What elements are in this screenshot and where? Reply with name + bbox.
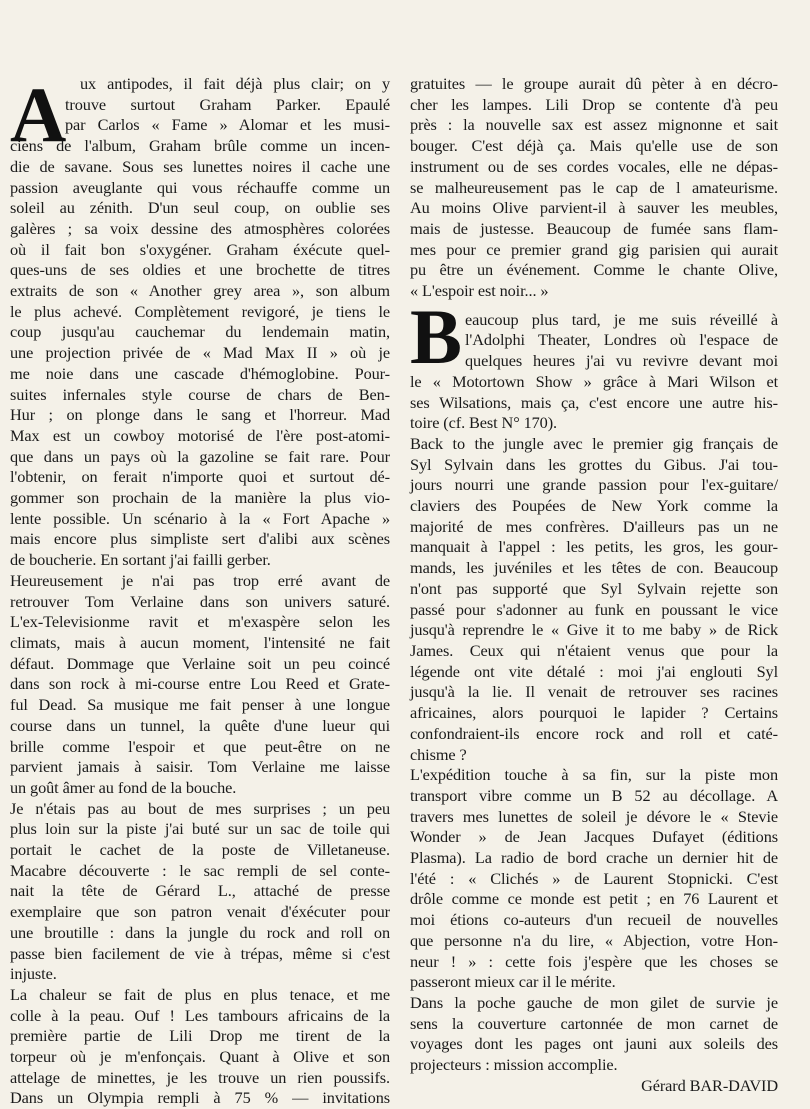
text-line: projecteurs : mission accomplie. — [410, 1055, 618, 1075]
left-column-text — [10, 71, 390, 1109]
dropcap-a: A — [10, 71, 67, 158]
text-line: La chaleur se fait de plus en plus tenace, et me — [10, 984, 390, 1004]
text-line: confondraient-ils encore rock and roll et caté- — [410, 723, 778, 743]
text-line: plus loin sur la piste j'ai buté sur un sac de toile qui — [10, 819, 390, 839]
text-line: exemplaire que son patron venait d'éxécuter pour — [10, 902, 390, 922]
text-line: James. Ceux qui n'étaient venus que pour la — [410, 640, 778, 660]
text-line: Hur ; on plonge dans le sang et l'horreur. Mad — [10, 405, 390, 425]
text-line: où il fait bon s'oxygéner. Graham éxécute quel- — [10, 239, 390, 259]
text-line: gommer son prochain de la manière la plus vio- — [10, 488, 390, 508]
signature: Gérard BAR-DAVID — [641, 1075, 778, 1095]
text-line: le plus achevé. Complètement revigoré, je tiens le — [10, 301, 390, 321]
text-line: passé pour s'adonner au funk en poussant le vice — [410, 599, 778, 619]
text-line: moi étions co-auteurs d'un recueil de nouvelles — [410, 910, 778, 930]
text-line: gratuites — le groupe aurait dû pèter à en décro- — [410, 74, 778, 93]
text-line: mais encore plus simpliste sert d'alibi aux scènes — [10, 529, 390, 549]
text-line: ux antipodes, il fait déjà plus clair; on y — [80, 74, 390, 93]
text-line: Wonder » de Jean Jacques Dufayet (éditions — [410, 827, 778, 847]
text-line: jusqu'à la lie. Il venait de retrouver ses racines — [410, 682, 778, 702]
text-line: passeront mieux car il le mérite. — [410, 972, 616, 992]
text-line: de boucherie. En sortant j'ai failli gerber. — [10, 550, 271, 570]
text-line: première partie de Lili Drop me tirent de la — [10, 1026, 390, 1046]
text-line: lente possible. Un scénario à la « Fort Apache » — [10, 508, 390, 528]
text-line: travers mes lunettes de soleil je dévore le « Stevie — [410, 806, 778, 826]
dropcap-b: B — [410, 293, 462, 380]
left-column — [10, 71, 390, 1109]
text-line: mands, les juvéniles et les têtes de con. Beaucoup — [410, 558, 778, 578]
right-column — [410, 74, 778, 1096]
text-line: pu être un événement. Comme le chante Olive, — [410, 260, 778, 280]
text-line: climats, mais à aucun moment, l'intensité ne fait — [10, 632, 390, 652]
text-line: près : la nouvelle sax est assez mignonne et sait — [410, 115, 778, 135]
text-line: que personne n'a du lire, « Abjection, votre Hon- — [410, 930, 778, 950]
text-line: neur ! » : cette fois j'espère que les choses se — [410, 951, 778, 971]
text-line: que dans un pays où la gazoline se fait rare. Pour — [10, 446, 390, 466]
text-line: Je n'étais pas au bout de mes surprises ; un peu — [10, 798, 390, 818]
text-line: L'ex-Televisionme ravit et m'exaspère selon les — [10, 612, 390, 632]
text-line: colle à la peau. Ouf ! Les tambours africains de la — [10, 1005, 390, 1025]
right-column-text-top — [410, 74, 778, 302]
text-line: Max est un cowboy motorisé de l'ère post-atomi- — [10, 425, 390, 445]
text-line: dans son rock à mi-course entre Lou Reed et Grate- — [10, 674, 390, 694]
text-line: passion aveuglante qui vous réchauffe comme un — [10, 177, 390, 197]
text-line: une broutille : dans la jungle du rock and roll on — [10, 922, 390, 942]
text-line: quelques heures j'ai vu revivre devant moi — [465, 351, 778, 371]
text-line: une projection privée de « Mad Max II » où je — [10, 343, 390, 363]
text-line: me noie dans une cascade d'hémoglobine. Pour- — [10, 363, 390, 383]
text-line: nait la tête de Gérard L., attaché de presse — [10, 881, 390, 901]
text-line: ses Wilsations, mais ça, c'est encore une autre his- — [410, 392, 778, 412]
right-column-text-bottom — [410, 310, 778, 1076]
text-line: coup jusqu'au cauchemar du lendemain matin, — [10, 322, 390, 342]
text-line: majorité de mes confrères. D'ailleurs pas un ne — [410, 516, 778, 536]
text-line: mes pour ce premier grand gig parisien qui aurait — [410, 239, 778, 259]
text-line: transport vibre comme un B 52 au décollage. A — [410, 785, 778, 805]
text-line: Back to the jungle avec le premier gig français de — [410, 433, 778, 453]
text-line: claviers des Poupées de New York comme la — [410, 496, 778, 516]
text-line: Macabre découverte : le sac rempli de sel conte- — [10, 860, 390, 880]
text-line: chisme ? — [410, 744, 467, 764]
text-line: galères ; sa voix dessine des atmosphères colorées — [10, 218, 390, 238]
text-line: cher les lampes. Lili Drop se contente d'à peu — [410, 94, 778, 114]
text-line: torpeur où je m'enfonçais. Quant à Olive et son — [10, 1047, 390, 1067]
text-line: légende ont vite détalé : moi j'ai englouti Syl — [410, 661, 778, 681]
text-line: « L'espoir est noir... » — [410, 281, 549, 301]
text-line: défaut. Dommage que Verlaine soit un peu coincé — [10, 653, 390, 673]
text-line: suites infernales style course de chars de Ben- — [10, 384, 390, 404]
text-line: jours nourri une grande passion pour l'ex-guitare/ — [410, 475, 778, 495]
text-line: l'obtenir, on ferait n'importe quoi et surtout dé- — [10, 467, 390, 487]
text-line: n'ont pas supporté que Syl Sylvain rejette son — [410, 578, 778, 598]
text-line: ful Dead. Sa musique me fait penser à une longue — [10, 695, 390, 715]
text-line: attelage de minettes, je les trouve un rien poussifs. — [10, 1067, 390, 1087]
text-line: Dans un Olympia rempli à 75 % — invitations — [10, 1088, 390, 1108]
text-line: parvient jamais à saisir. Tom Verlaine me laisse — [10, 757, 390, 777]
text-line: ques-uns de ses oldies et une brochette de titres — [10, 260, 390, 280]
text-line: l'été : « Clichés » de Laurent Stopnicki. C'est — [410, 868, 778, 888]
text-line: par Carlos « Fame » Alomar et les musi- — [65, 115, 390, 135]
text-line: bouger. C'est déjà ça. Mais qu'elle use de son — [410, 136, 778, 156]
text-line: soleil au zénith. D'un seul coup, on oublie ses — [10, 198, 390, 218]
text-line: l'Adolphi Theater, Londres où l'espace de — [465, 330, 778, 350]
text-line: Dans la poche gauche de mon gilet de survie je — [410, 992, 778, 1012]
text-line: Plasma). La radio de bord crache un dernier hit de — [410, 848, 778, 868]
text-line: Syl Sylvain dans les grottes du Gibus. J'ai tou- — [410, 454, 778, 474]
text-line: ciens de l'album, Graham brûle comme un incen- — [10, 136, 390, 156]
text-line: jusqu'à reprendre le « Give it to me baby » de Rick — [410, 620, 778, 640]
text-line: voyages dont les pages ont jauni aux soleils des — [410, 1034, 778, 1054]
text-line: Au moins Olive parvient-il à sauver les meubles, — [410, 198, 778, 218]
text-line: se malheureusement pas le cap de l amateurisme. — [410, 177, 778, 197]
text-line: un goût âmer au fond de la bouche. — [10, 777, 237, 797]
text-line: sens la couverture cartonnée de mon carnet de — [410, 1013, 778, 1033]
text-line: trouve surtout Graham Parker. Epaulé — [65, 94, 390, 114]
text-line: Heureusement je n'ai pas trop erré avant de — [10, 570, 390, 590]
text-line: portait le cachet de la poste de Villetaneuse. — [10, 840, 390, 860]
text-line: extraits de son « Another grey area », son album — [10, 281, 390, 301]
text-line: L'expédition touche à sa fin, sur la piste mon — [410, 765, 778, 785]
text-line: instrument ou de ses cordes vocales, elle ne dépas- — [410, 156, 778, 176]
text-line: die de savane. Sous ses lunettes noires il cache une — [10, 156, 390, 176]
text-line: manquait à l'appel : les petits, les gros, les gour- — [410, 537, 778, 557]
text-line: passe bien facilement de vie à trépas, même si c'est — [10, 943, 390, 963]
text-line: retrouver Tom Verlaine dans son univers saturé. — [10, 591, 390, 611]
text-line: injuste. — [10, 964, 57, 984]
text-line: mais de justesse. Beaucoup de fumée sans flam- — [410, 218, 778, 238]
text-line: toire (cf. Best N° 170). — [410, 413, 557, 433]
text-line: brille comme l'espoir et que peut-être on ne — [10, 736, 390, 756]
text-line: drôle comme ce monde est petit ; en 76 Laurent et — [410, 889, 778, 909]
text-line: course dans un tunnel, la quête d'une lueur qui — [10, 715, 390, 735]
text-line: eaucoup plus tard, je me suis réveillé à — [465, 309, 778, 329]
text-line: le « Motortown Show » grâce à Mari Wilson et — [410, 371, 778, 391]
text-line: africaines, alors pourquoi le lapider ? Certains — [410, 703, 778, 723]
